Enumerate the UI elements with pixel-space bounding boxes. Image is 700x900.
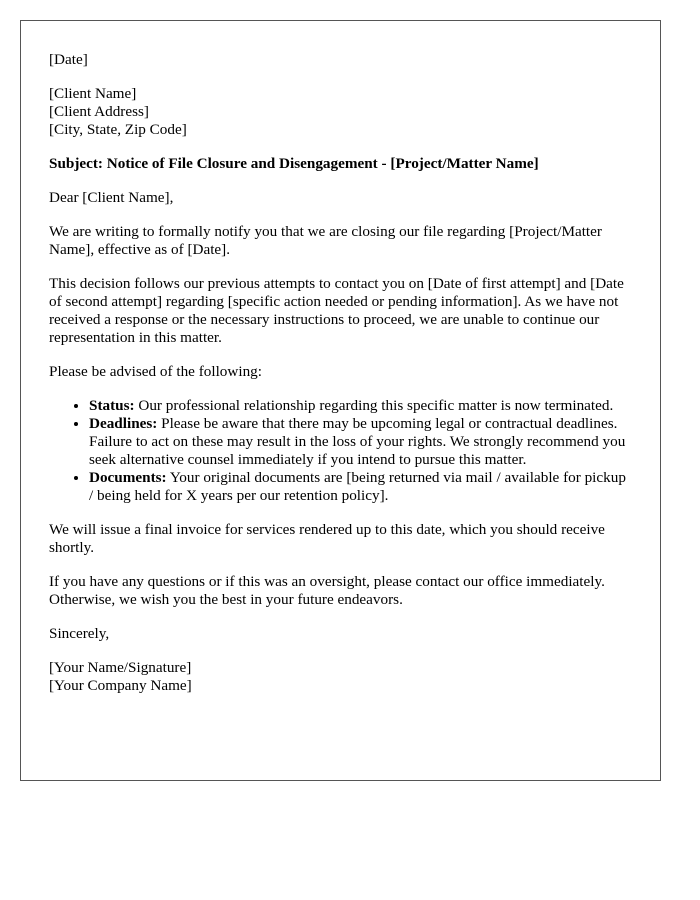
- list-item-status: [89, 397, 632, 415]
- recipient-address-block: [49, 85, 632, 139]
- recipient-city-state-zip: [City, State, Zip Code]: [49, 121, 187, 138]
- list-item-documents: [89, 469, 632, 505]
- body-paragraph-reason: This decision follows our previous attempts to contact you on [Date of first attempt] and [Date of second attempt] regarding [specific action needed or pending information]. As we have not received a response or the necessary instructions to proceed, we are unable to continue our representation in this matter.: [49, 275, 624, 346]
- list-item-label: Documents:: [89, 469, 167, 486]
- body-paragraph-intro: We are writing to formally notify you that we are closing our file regarding [Project/Matter Name], effective as of [Date].: [49, 223, 602, 258]
- list-item-text: Your original documents are [being returned via mail / available for pickup / being held for X years per our retention policy].: [89, 469, 626, 504]
- list-item-deadlines: [89, 415, 632, 469]
- list-item-label: Status:: [89, 397, 135, 414]
- list-item-text: Please be aware that there may be upcoming legal or contractual deadlines. Failure to act on these may result in the loss of your rights. We strongly recommend you seek alternative counsel immediately if you intend to pursue this matter.: [89, 415, 626, 468]
- recipient-name: [Client Name]: [49, 85, 137, 102]
- signature-company: [Your Company Name]: [49, 677, 192, 694]
- body-paragraph-advisory: Please be advised of the following:: [49, 363, 262, 380]
- advisory-list: [49, 397, 632, 505]
- body-paragraph-invoice: We will issue a final invoice for services rendered up to this date, which you should receive shortly.: [49, 521, 605, 556]
- signature-name: [Your Name/Signature]: [49, 659, 192, 676]
- letter-date: [Date]: [49, 51, 88, 68]
- body-paragraph-contact: If you have any questions or if this was an oversight, please contact our office immediately. Otherwise, we wish you the best in your future endeavors.: [49, 573, 605, 608]
- list-item-text: Our professional relationship regarding this specific matter is now terminated.: [134, 397, 614, 414]
- signature-block: [49, 659, 632, 695]
- signoff: Sincerely,: [49, 625, 110, 642]
- salutation: Dear [Client Name],: [49, 189, 174, 206]
- letter-page: [20, 20, 661, 781]
- list-item-label: Deadlines:: [89, 415, 158, 432]
- subject-line: Subject: Notice of File Closure and Disengagement - [Project/Matter Name]: [49, 155, 539, 172]
- recipient-address: [Client Address]: [49, 103, 149, 120]
